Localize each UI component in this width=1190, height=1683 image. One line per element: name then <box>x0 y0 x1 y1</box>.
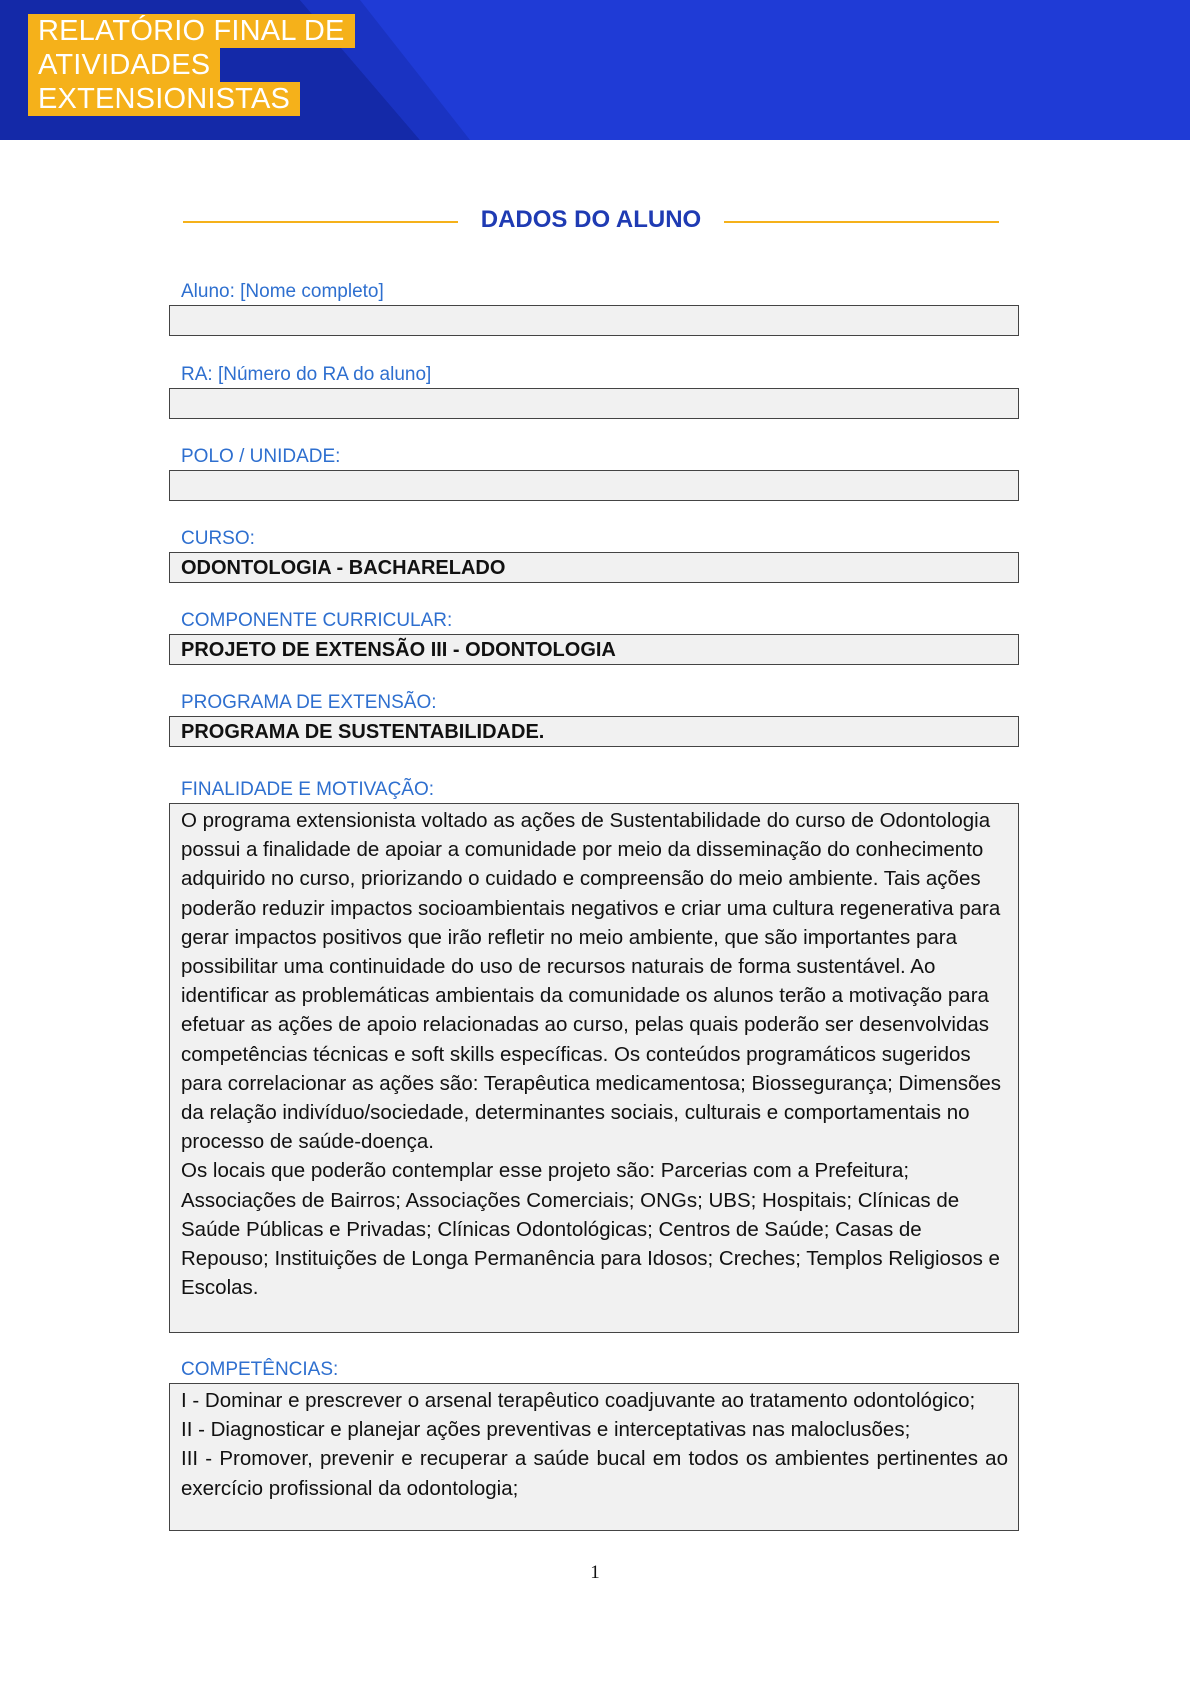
section-heading <box>182 200 1000 240</box>
curso-value: ODONTOLOGIA - BACHARELADO <box>181 557 506 579</box>
programa-label: PROGRAMA DE EXTENSÃO: <box>181 692 437 713</box>
ra-field[interactable] <box>169 388 1019 419</box>
curso-label: CURSO: <box>181 528 255 549</box>
competencia-item-1: I - Dominar e prescrever o arsenal terapêutico coadjuvante ao tratamento odontológico; <box>181 1389 976 1412</box>
report-title <box>28 14 355 116</box>
finalidade-paragraph-1: O programa extensionista voltado as ações de Sustentabilidade do curso de Odontologia possui a finalidade de apoiar a comunidade por meio da disseminação do conhecimento adquirido no curso, priorizando o cuidado e compreensão do meio ambiente. Tais ações poderão reduzir impactos socioambientais negativos e criar uma cultura regenerativa para gerar impactos positivos que irão refletir no meio ambiente, que são importantes para possibilitar uma continuidade do uso de recursos naturais de forma sustentável. Ao identificar as problemáticas ambientais da comunidade os alunos terão a motivação para efetuar as ações de apoio relacionadas ao curso, pelas quais poderão ser desenvolvidas competências técnicas e soft skills específicas. Os conteúdos programáticos sugeridos para correlacionar as ações são: Terapêutica medicamentosa; Biossegurança; Dimensões da relação indivíduo/sociedade, determinantes sociais, culturais e comportamentais no processo de saúde-doença. <box>181 809 1002 1154</box>
aluno-label: Aluno: [Nome completo] <box>181 281 384 302</box>
report-title-line-1: RELATÓRIO FINAL DE <box>28 14 355 48</box>
competencia-item-2: II - Diagnosticar e planejar ações preventivas e interceptativas nas maloclusões; <box>181 1418 911 1442</box>
competencias-field[interactable] <box>169 1383 1019 1531</box>
finalidade-paragraph-2: Os locais que poderão contemplar esse projeto são: Parcerias com a Prefeitura; Associações de Bairros; Associações Comerciais; ONGs; UBS; Hospitais; Clínicas de Saúde Públicas e Privadas; Clínicas Odontológicas; Centros de Saúde; Casas de Repouso; Instituições de Longa Permanência para Idosos; Creches; Templos Religiosos e Escolas. <box>181 1159 1000 1300</box>
page-number: 1 <box>590 1562 600 1583</box>
report-title-line-2: ATIVIDADES <box>28 48 220 82</box>
componente-value: PROJETO DE EXTENSÃO III - ODONTOLOGIA <box>181 639 616 661</box>
finalidade-field[interactable] <box>169 803 1019 1333</box>
componente-label: COMPONENTE CURRICULAR: <box>181 610 453 631</box>
competencia-item-3: III - Promover, prevenir e recuperar a saúde bucal em todos os ambientes pertinentes ao exercício profissional da odontologia; <box>181 1447 1008 1500</box>
report-title-line-3: EXTENSIONISTAS <box>28 82 300 116</box>
ra-label: RA: [Número do RA do aluno] <box>181 364 432 385</box>
aluno-field[interactable] <box>169 305 1019 336</box>
componente-field[interactable] <box>169 634 1019 665</box>
finalidade-label: FINALIDADE E MOTIVAÇÃO: <box>181 779 435 800</box>
header-banner <box>0 0 1190 140</box>
polo-label: POLO / UNIDADE: <box>181 446 341 467</box>
polo-field[interactable] <box>169 470 1019 501</box>
programa-field[interactable] <box>169 716 1019 747</box>
competencias-label: COMPETÊNCIAS: <box>181 1359 339 1380</box>
heading-rule-right <box>724 221 999 223</box>
section-title: DADOS DO ALUNO <box>480 206 702 233</box>
curso-field[interactable] <box>169 552 1019 583</box>
programa-value: PROGRAMA DE SUSTENTABILIDADE. <box>181 721 545 743</box>
